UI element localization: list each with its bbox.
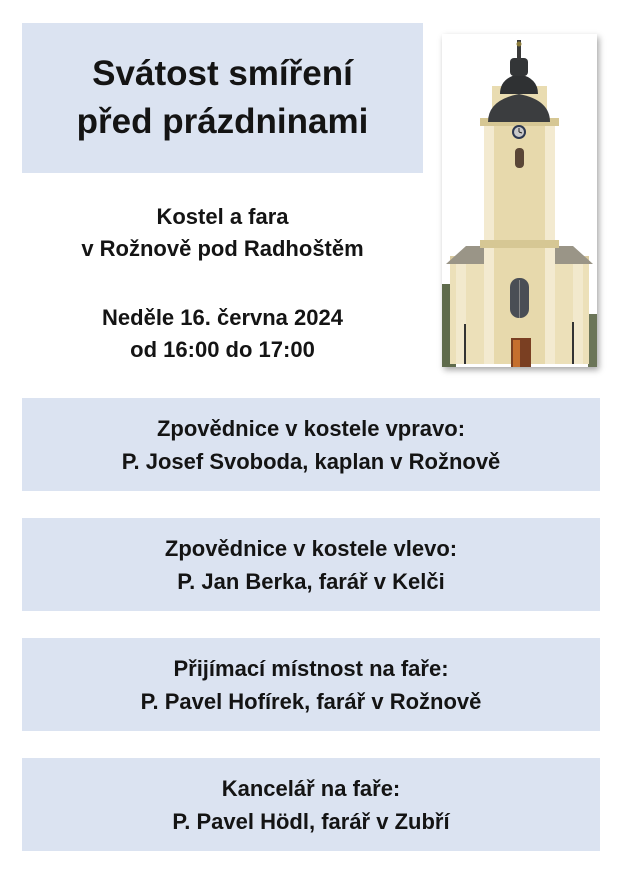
church-tower-illustration [442, 34, 597, 367]
confession-place-3 [22, 638, 600, 731]
confession-place-1 [22, 398, 600, 491]
confession-location-1: Zpovědnice v kostele vpravo: [156, 415, 466, 441]
church-photo [442, 34, 597, 367]
title-line-2: před prázdninami [76, 102, 369, 141]
confession-priest-2: P. Jan Berka, farář v Kelči [177, 568, 445, 594]
title-box [22, 23, 423, 173]
confession-location-2: Zpovědnice v kostele vlevo: [164, 535, 458, 561]
confession-priest-1: P. Josef Svoboda, kaplan v Rožnově [121, 448, 501, 474]
venue-line-2: v Rožnově pod Radhoštěm [81, 236, 364, 261]
confession-location-4: Kancelář na faře: [221, 775, 401, 801]
schedule-date: Neděle 16. června 2024 [102, 305, 343, 330]
schedule-block [22, 302, 423, 366]
venue-block [22, 201, 423, 265]
confession-place-2 [22, 518, 600, 611]
confession-place-4 [22, 758, 600, 851]
confession-priest-4: P. Pavel Hödl, farář v Zubří [172, 808, 450, 834]
confession-location-3: Přijímací místnost na faře: [173, 655, 449, 681]
venue-line-1: Kostel a fara [156, 204, 289, 229]
title-line-1: Svátost smíření [92, 54, 353, 93]
confession-priest-3: P. Pavel Hofírek, farář v Rožnově [140, 688, 482, 714]
schedule-time: od 16:00 do 17:00 [130, 337, 315, 362]
